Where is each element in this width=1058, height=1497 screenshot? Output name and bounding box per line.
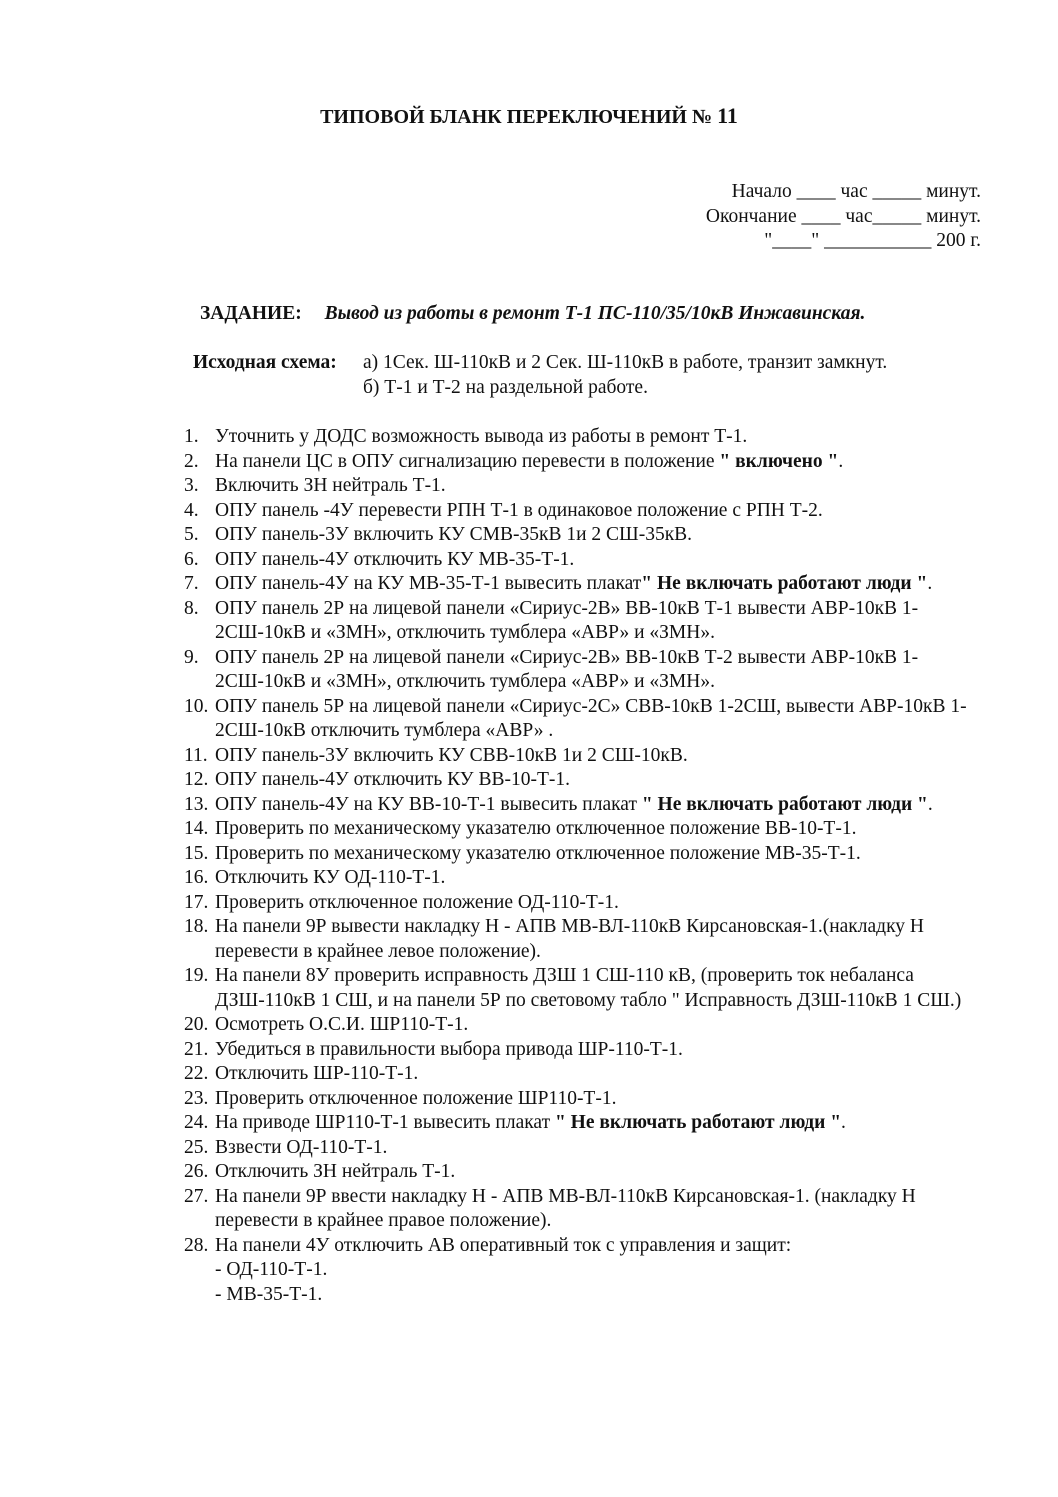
step-text: ОПУ панель-4У отключить КУ МВ-35-Т-1. — [215, 548, 575, 570]
step-item — [184, 866, 984, 891]
step-number: 21. — [184, 1038, 209, 1060]
step-item — [184, 597, 984, 646]
step-text: ОПУ панель -4У перевести РПН Т-1 в одинаковое положение с РПН Т-2. — [215, 499, 823, 521]
step-text: Взвести ОД-110-Т-1. — [215, 1136, 388, 1158]
step-item — [184, 1160, 984, 1185]
task-label: ЗАДАНИЕ: — [200, 303, 302, 324]
initial-scheme — [193, 351, 887, 400]
step-text: Убедиться в правильности выбора привода ШР-110-Т-1. — [215, 1038, 683, 1060]
step-item — [184, 1185, 984, 1234]
step-item — [184, 425, 984, 450]
step-number: 17. — [184, 891, 209, 913]
step-text: ОПУ панель-4У на КУ ВВ-10-Т-1 вывесить плакат — [215, 793, 642, 815]
time-block — [706, 180, 981, 254]
step-number: 11. — [184, 744, 208, 766]
step-number: 28. — [184, 1234, 209, 1256]
step-number: 24. — [184, 1112, 209, 1133]
step-item — [184, 548, 984, 573]
step-text: Отключить КУ ОД-110-Т-1. — [215, 867, 446, 888]
step-bold-text: " Не включать работают люди " — [641, 793, 928, 815]
step-number: 27. — [184, 1185, 209, 1207]
step-item — [184, 768, 984, 793]
step-item — [184, 964, 984, 1013]
step-text: На панели ЦС в ОПУ сигнализацию перевести в положение — [215, 450, 720, 472]
step-item — [184, 474, 984, 499]
step-item — [184, 817, 984, 842]
step-text: ОПУ панель 2Р на лицевой панели «Сириус-2В» ВВ-10кВ Т-1 вывести АВР-10кВ 1-2СШ-10кВ и «ЗМН», отключить тумблера «АВР» и «ЗМН». — [215, 597, 919, 643]
step-subline: - МВ-35-Т-1. — [215, 1283, 323, 1305]
step-tail: . — [927, 573, 933, 594]
step-number: 6. — [184, 548, 199, 570]
step-item — [184, 695, 984, 744]
step-number: 20. — [184, 1014, 209, 1035]
step-subline: - ОД-110-Т-1. — [215, 1259, 328, 1280]
step-item — [184, 499, 984, 524]
step-item — [184, 1136, 984, 1161]
step-bold-text: " Не включать работают люди " — [641, 573, 928, 594]
title-number: 11 — [717, 103, 738, 128]
task-value: Вывод из работы в ремонт Т-1 ПС-110/35/10кВ Инжавинская. — [324, 303, 866, 324]
step-number: 3. — [184, 475, 199, 496]
end-time: Окончание ____ час_____ минут. — [705, 205, 981, 227]
step-item — [184, 793, 984, 818]
step-text: На панели 4У отключить АВ оперативный ток с управления и защит: — [215, 1234, 792, 1256]
step-number: 19. — [184, 965, 209, 986]
step-item — [184, 646, 984, 695]
step-text: На приводе ШР110-Т-1 вывесить плакат — [215, 1112, 555, 1133]
step-number: 5. — [184, 524, 199, 545]
step-tail: . — [841, 1112, 846, 1133]
step-number: 23. — [184, 1087, 209, 1109]
step-number: 25. — [184, 1136, 209, 1158]
step-text: Проверить по механическому указателю отключенное положение ВВ-10-Т-1. — [215, 818, 857, 839]
step-item — [184, 1087, 984, 1112]
step-tail: . — [838, 450, 844, 472]
step-number: 14. — [184, 818, 209, 839]
step-number: 12. — [184, 769, 209, 790]
step-number: 2. — [184, 450, 199, 472]
step-item — [184, 915, 984, 964]
step-text: На панели 9Р вывести накладку Н - АПВ МВ-ВЛ-110кВ Кирсановская-1.(накладку Н перевести в крайнее левое положение). — [215, 916, 924, 962]
start-time: Начало ____ час _____ минут. — [731, 181, 981, 202]
step-item — [184, 842, 984, 867]
step-number: 15. — [184, 842, 209, 864]
step-text: На панели 9Р ввести накладку Н - АПВ МВ-ВЛ-110кВ Кирсановская-1. (накладку Н перевести в крайнее правое положение). — [215, 1185, 916, 1231]
step-text: ОПУ панель-4У на КУ МВ-35-Т-1 вывесить плакат — [215, 573, 642, 594]
step-text: ОПУ панель-4У отключить КУ ВВ-10-Т-1. — [215, 769, 570, 790]
step-text: Осмотреть О.С.И. ШР110-Т-1. — [215, 1014, 469, 1035]
title-text: ТИПОВОЙ БЛАНК ПЕРЕКЛЮЧЕНИЙ № — [320, 106, 713, 128]
step-number: 10. — [184, 695, 209, 717]
step-item — [184, 891, 984, 916]
step-number: 18. — [184, 916, 209, 937]
step-item — [184, 1013, 984, 1038]
steps-list — [184, 425, 984, 1307]
step-text: Проверить отключенное положение ШР110-Т-1. — [215, 1087, 617, 1109]
step-text: Уточнить у ДОДС возможность вывода из работы в ремонт Т-1. — [215, 426, 748, 447]
scheme-item-b: б) Т-1 и Т-2 на раздельной работе. — [363, 376, 648, 398]
step-number: 13. — [184, 793, 209, 815]
step-text: Отключить ЗН нейтраль Т-1. — [215, 1161, 456, 1182]
step-bold-text: " Не включать работают люди " — [554, 1112, 842, 1133]
page-title — [0, 104, 1058, 130]
step-item — [184, 1038, 984, 1063]
step-item — [184, 572, 984, 597]
scheme-label: Исходная схема: — [193, 352, 337, 373]
step-item — [184, 1111, 984, 1136]
step-item — [184, 523, 984, 548]
step-number: 22. — [184, 1063, 209, 1084]
step-text: ОПУ панель 2Р на лицевой панели «Сириус-2В» ВВ-10кВ Т-2 вывести АВР-10кВ 1-2СШ-10кВ и «ЗМН», отключить тумблера «АВР» и «ЗМН». — [215, 646, 919, 692]
step-number: 26. — [184, 1161, 209, 1182]
step-number: 4. — [184, 499, 199, 521]
task-line — [200, 302, 865, 327]
step-text: ОПУ панель-3У включить КУ СМВ-35кВ 1и 2 СШ-35кВ. — [215, 524, 693, 545]
step-number: 16. — [184, 867, 209, 888]
step-text: Включить ЗН нейтраль Т-1. — [215, 475, 446, 496]
step-text: Проверить отключенное положение ОД-110-Т-1. — [215, 891, 619, 913]
scheme-item-a: а) 1Сек. Ш-110кВ и 2 Сек. Ш-110кВ в работе, транзит замкнут. — [363, 352, 888, 373]
step-text: ОПУ панель-3У включить КУ СВВ-10кВ 1и 2 СШ-10кВ. — [215, 744, 688, 766]
step-number: 8. — [184, 597, 199, 619]
step-item — [184, 744, 984, 769]
step-item — [184, 1062, 984, 1087]
step-tail: . — [927, 793, 933, 815]
step-item — [184, 1234, 984, 1308]
step-text: ОПУ панель 5Р на лицевой панели «Сириус-2С» СВВ-10кВ 1-2СШ, вывести АВР-10кВ 1-2СШ-10кВ отключить тумблера «АВР» . — [215, 695, 967, 741]
step-number: 7. — [184, 573, 199, 594]
step-item — [184, 450, 984, 475]
step-bold-text: " включено " — [719, 450, 839, 472]
step-text: На панели 8У проверить исправность ДЗШ 1 СШ-110 кВ, (проверить ток небаланса ДЗШ-110кВ 1 СШ, и на панели 5Р по световому табло " Исправность ДЗШ-110кВ 1 СШ.) — [215, 965, 962, 1011]
step-text: Проверить по механическому указателю отключенное положение МВ-35-Т-1. — [215, 842, 861, 864]
step-text: Отключить ШР-110-Т-1. — [215, 1063, 419, 1084]
date-line: "____" ___________ 200 г. — [764, 230, 981, 251]
step-number: 9. — [184, 646, 199, 668]
step-number: 1. — [184, 426, 199, 447]
